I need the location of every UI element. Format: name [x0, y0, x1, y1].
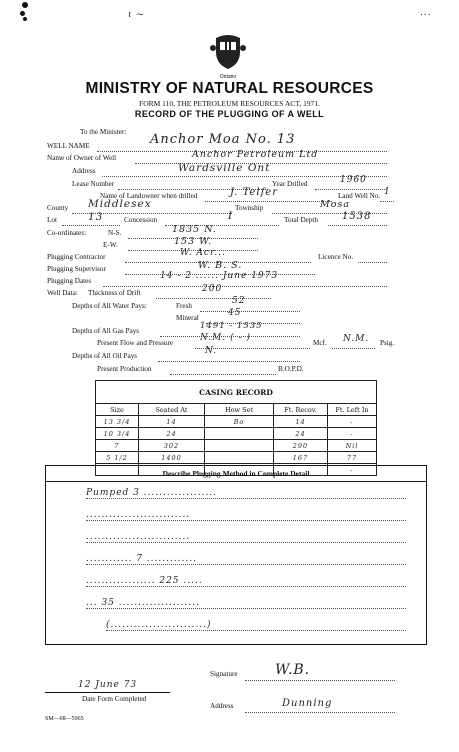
contractor-value: W. Acr... [180, 248, 226, 258]
plugging-method-title: Describe Plugging Method in Complete Detail [46, 466, 426, 482]
oil-pays-value: N. [205, 346, 218, 356]
table-cell: - [328, 464, 377, 476]
table-cell: 7 [96, 440, 139, 452]
table-row [96, 452, 377, 464]
plugging-line: ............ 7 ............. [86, 554, 406, 565]
landowner-value: J. Telfer [230, 187, 278, 198]
plugging-line: .................. 225 ..... [86, 576, 406, 587]
production-label: Present Production [97, 365, 152, 373]
fresh-value: 52 [232, 296, 246, 306]
casing-header-recov: Ft. Recov. [274, 404, 328, 416]
water-pays-label: Depths of All Water Pays: [72, 302, 147, 310]
mineral-label: Mineral [176, 314, 199, 322]
top-mark: ι ~ [128, 10, 145, 20]
bopd-label: B.O.P.D. [278, 365, 304, 373]
casing-header-seated: Seated At [139, 404, 205, 416]
table-cell: Bo [205, 416, 274, 428]
well-name-value: Anchor Moa No. 13 [150, 132, 296, 147]
flow-value: N.M. ( - ) [200, 333, 251, 343]
owner-label: Name of Owner of Well [47, 154, 117, 162]
address-label: Address [72, 167, 96, 175]
licence-label: Licence No. [318, 253, 354, 261]
plugging-method-box [45, 465, 427, 645]
ministry-title: MINISTRY OF NATURAL RESOURCES [85, 80, 374, 97]
table-cell: 24 [274, 428, 328, 440]
land-well-no-line [380, 201, 394, 202]
drift-line [156, 298, 271, 299]
year-drilled-label: Year Drilled [272, 180, 308, 188]
township-label: Township [235, 204, 264, 212]
well-name-label: WELL NAME [47, 142, 90, 150]
address-footer-label: Address [210, 702, 234, 710]
corner-blot [20, 2, 30, 22]
form-line: FORM 110, THE PETROLEUM RESOURCES ACT, 1971. [139, 99, 320, 108]
record-title: RECORD OF THE PLUGGING OF A WELL [134, 109, 325, 119]
address-footer-line [245, 712, 395, 713]
casing-header-how-set: How Set [205, 404, 274, 416]
ontario-crest [210, 32, 246, 80]
table-cell: 14 [139, 416, 205, 428]
dates-value: 14 - 2 ...... June 1973 [160, 271, 279, 281]
year-drilled-value: 1960 [340, 175, 367, 185]
table-cell: 24 [139, 428, 205, 440]
table-row [96, 440, 377, 452]
supervisor-label: Plugging Supervisor [47, 265, 106, 273]
table-cell: 5 1/2 [96, 452, 139, 464]
table-cell: 290 [274, 440, 328, 452]
table-row [96, 428, 377, 440]
lot-value: 13 [88, 211, 104, 223]
fresh-line [200, 311, 300, 312]
county-label: County [47, 204, 69, 212]
casing-header-size: Size [96, 404, 139, 416]
casing-record [95, 380, 377, 476]
total-depth-label: Total Depth [284, 216, 319, 224]
table-cell [205, 428, 274, 440]
ew-label: E-W. [103, 241, 118, 249]
production-line [170, 374, 276, 375]
signature-value: W.B. [275, 662, 311, 678]
table-cell: 13 3/4 [96, 416, 139, 428]
gas-pays-label: Depths of All Gas Pays [72, 327, 140, 335]
plugging-line: ........................... [86, 532, 406, 543]
mineral-value: 45 [228, 308, 242, 318]
dates-line [103, 286, 387, 287]
licence-line [358, 262, 387, 263]
lot-line [62, 225, 120, 226]
table-cell: 77 [328, 452, 377, 464]
year-drilled-line [315, 189, 387, 190]
address-value: Wardsville Ont [178, 162, 271, 174]
form-code: SM—68—5965 [45, 716, 84, 722]
to-minister: To the Minister: [80, 128, 127, 136]
coordinates-label: Co-ordinates: [47, 229, 87, 237]
flow-pressure-label: Present Flow and Pressure [97, 339, 174, 347]
fresh-label: Fresh [176, 302, 192, 310]
plugging-line: (.........................) [106, 620, 406, 631]
gas-pays-value: 1491 - 1535 [200, 321, 263, 331]
table-cell [205, 452, 274, 464]
date-line [45, 692, 170, 693]
lease-number-label: Lease Number [72, 180, 115, 188]
corner-mark: ... [420, 8, 432, 18]
address-footer-value: Dunning [282, 698, 333, 709]
table-cell: - [328, 416, 377, 428]
county-value: Middlesex [88, 198, 152, 210]
plugging-line: ... 35 ..................... [86, 598, 406, 609]
table-cell: 10 3/4 [96, 428, 139, 440]
table-row [96, 416, 377, 428]
township-value: Mosa [320, 199, 350, 210]
drift-value: 200 [202, 284, 223, 294]
signature-label: Signature [210, 670, 238, 678]
mcf-label: Mcf. [313, 339, 327, 347]
drift-label: Thickness of Drift [88, 289, 141, 297]
dates-label: Plugging Dates [47, 277, 92, 285]
owner-value: Anchor Petroleum Ltd [192, 149, 319, 160]
land-well-no-value: 1 [384, 187, 391, 197]
date-completed-label: Date Form Completed [82, 695, 147, 703]
oil-pays-label: Depths of All Oil Pays [72, 352, 138, 360]
ns-value: 1835 N. [172, 224, 217, 235]
signature-line [245, 680, 395, 681]
crest-caption: Ontario [219, 74, 237, 80]
concession-value: I [228, 210, 234, 222]
concession-label: Concession [124, 216, 158, 224]
ns-label: N-S. [108, 229, 122, 237]
table-cell: 1400 [139, 452, 205, 464]
table-cell [205, 440, 274, 452]
land-well-no-label: Land Well No. [338, 192, 381, 200]
well-data-label: Well Data: [47, 289, 78, 297]
mcf-value: N.M. [343, 334, 370, 344]
total-depth-line [328, 225, 387, 226]
contractor-label: Plugging Contractor [47, 253, 106, 261]
ew-value: 153 W. [174, 236, 213, 247]
casing-title: CASING RECORD [96, 381, 377, 404]
table-cell: Nil [328, 440, 377, 452]
landowner-label: Name of Landowner when drilled [100, 192, 198, 200]
mcf-line [332, 348, 375, 349]
table-cell: 14 [274, 416, 328, 428]
landowner-line [205, 201, 332, 202]
psig-label: Psig. [380, 339, 395, 347]
table-cell: 167 [274, 452, 328, 464]
table-cell: - [328, 428, 377, 440]
casing-header-left: Ft. Left In [328, 404, 377, 416]
plugging-line: Pumped 3 ................... [86, 488, 406, 499]
lot-label: Lot [47, 216, 57, 224]
table-cell: 302 [139, 440, 205, 452]
supervisor-value: W. B. S. [198, 260, 243, 271]
oil-pays-line [158, 361, 300, 362]
total-depth-value: 1538 [342, 211, 372, 222]
plugging-line: ........................... [86, 510, 406, 521]
date-completed-value: 12 June 73 [78, 680, 138, 690]
